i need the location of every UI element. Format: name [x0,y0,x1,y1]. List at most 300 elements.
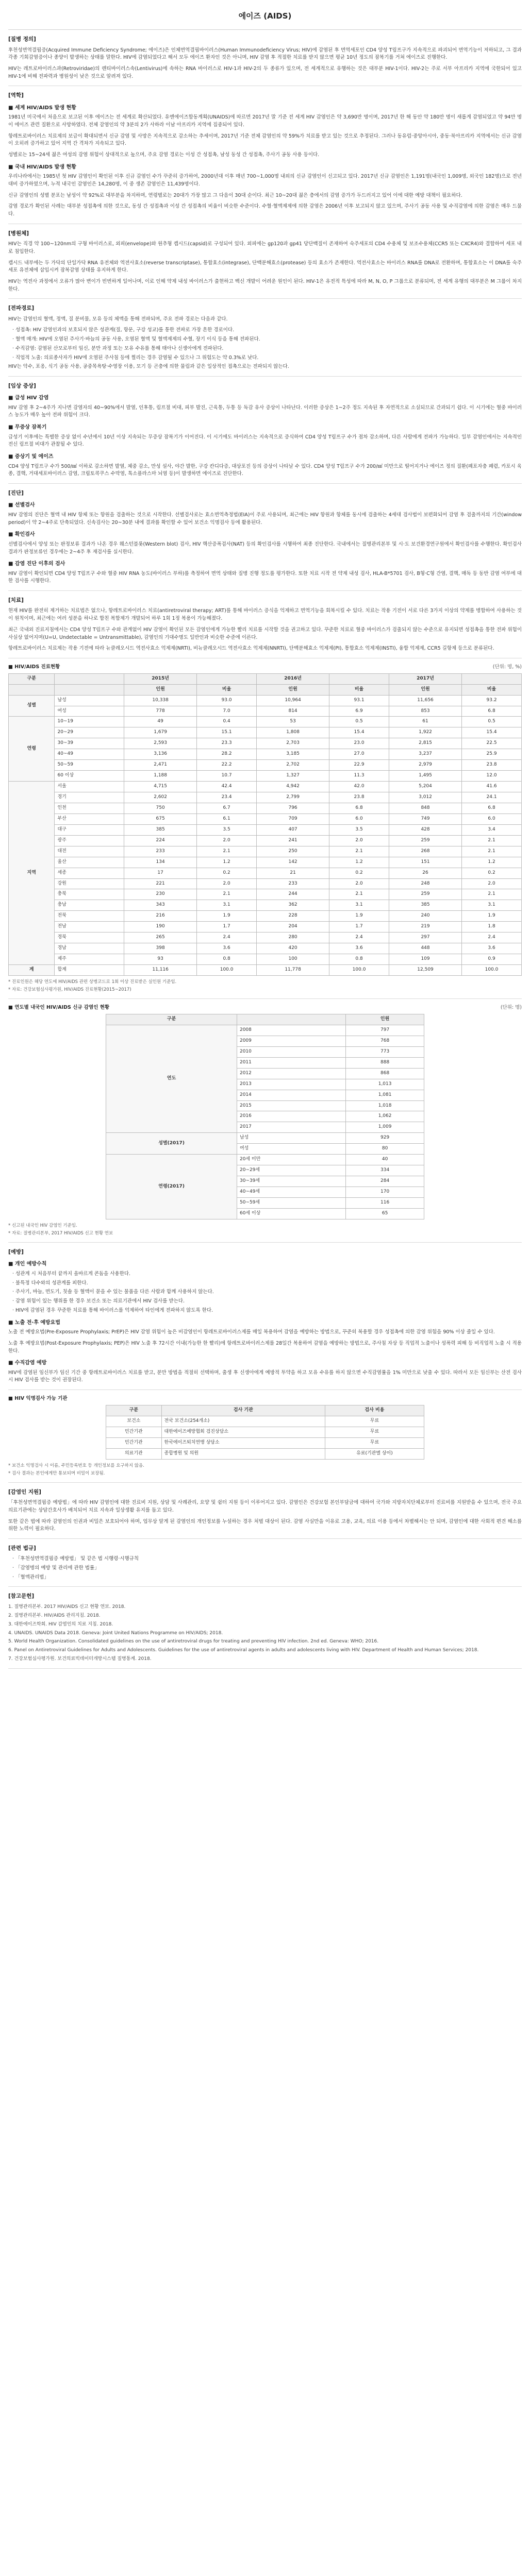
table-cell: 대한에이즈예방협회 검진상담소 [161,1427,325,1437]
data-table [8,673,522,976]
section-bullet: · 직업적 노출: 의료종사자가 HIV에 오염된 주사침 등에 찔리는 경우 감염될 수 있으나 그 위험도는 약 0.3%로 낮다. [12,354,259,361]
table-row [106,1416,424,1427]
section-divider [8,1538,522,1539]
table-cell: 1,808 [257,727,329,738]
table-row [9,954,522,965]
table-note: * 보건소 익명검사 시 이름, 주민등록번호 등 개인정보를 요구하지 않음. [8,1463,144,1468]
subsection-paragraph: 노출 전 예방요법(Pre-Exposure Prophylaxis; PrEP)은 HIV 감염 위험이 높은 비감염인이 항레트로바이러스제를 매일 복용하여 감염을 예방하는 방법으로, 꾸준히 복용할 경우 성접촉에 의한 감염 위험을 90% 이상 줄일 수 있다. [8,1329,495,1335]
table-cell: 259 [389,889,462,900]
document-section [8,664,522,993]
document-content [8,35,522,1669]
table-cell: 0.2 [197,868,257,878]
table-cell: 233 [257,878,329,889]
table-cell: 2015 [237,1100,346,1111]
table-cell: 142 [257,857,329,868]
table-cell: 797 [346,1025,424,1036]
table-row [9,846,522,857]
table-cell: 343 [124,900,197,911]
table-cell: 1,327 [257,771,329,782]
table-cell: 60세 이상 [237,1208,346,1219]
table-cell: 20~29 [55,727,124,738]
table-row [9,943,522,954]
table-cell: 853 [389,706,462,717]
table-header-cell [237,1014,346,1025]
table-head [106,1405,424,1416]
table-cell: 충남 [55,900,124,911]
subsection-paragraph: HIV에 감염된 임신부가 임신 기간 중 항레트로바이러스 치료를 받고, 분만 방법을 적절히 선택하며, 출생 후 신생아에게 예방적 투약을 하고 모유 수유를 하지 않으면 수직감염률을 1% 미만으로 낮출 수 있다. 따라서 모든 임신부는 산전 검사 시 HIV 검사를 받는 것이 권장된다. [8,1369,522,1383]
section-heading: [치료] [8,597,24,604]
table-cell: 무료 [325,1427,424,1437]
table-cell: 2010 [237,1046,346,1057]
subsection-bullet: · 주사기, 바늘, 면도기, 칫솔 등 혈액이 묻을 수 있는 물품을 다른 사람과 함께 사용하지 않는다. [12,1289,214,1295]
table-cell: 60 이상 [55,771,124,782]
table-cell: 2,702 [257,760,329,771]
subsection-bullet: · 감염 위험이 있는 행위를 한 경우 보건소 또는 의료기관에서 HIV 검사를 받는다. [12,1298,185,1304]
table-cell: 1.2 [197,857,257,868]
document-section [8,229,522,294]
table-group-cell: 연도 [106,1025,237,1132]
table-cell: 100.0 [329,965,389,976]
table-cell: 3.4 [462,824,522,835]
table-cell: 93.2 [462,695,522,706]
table-cell: 42.0 [329,782,389,792]
subsection-paragraph: 1981년 미국에서 처음으로 보고된 이후 에이즈는 전 세계로 확산되었다. 유엔에이즈합동계획(UNAIDS)에 따르면 2017년 말 기준 전 세계 HIV 감염인은 약 3,690만 명이며, 2017년 한 해 동안 약 180만 명이 새롭게 감염되었고 약 94만 명이 에이즈 관련 질환으로 사망하였다. 전체 감염인의 약 3분의 2가 사하라 이남 아프리카 지역에 집중되어 있다. [8,114,522,128]
section-divider [8,590,522,591]
table-header-cell: 구분 [106,1014,237,1025]
table-cell: 134 [124,857,197,868]
table-cell: 100.0 [462,965,522,976]
reference-item: 3. 대한에이즈학회. HIV 감염인의 치료 지침. 2018. [8,1621,113,1627]
table-row [9,900,522,911]
table-cell: 0.8 [329,954,389,965]
table-cell: 219 [389,922,462,933]
table-cell: 2,799 [257,792,329,803]
table-cell: 의료기관 [106,1448,161,1459]
table-cell: 65 [346,1208,424,1219]
subsection-title: ■ 확인검사 [8,532,35,538]
subsection-title: ■ 증상기 및 에이즈 [8,454,54,460]
table-cell: 297 [389,933,462,943]
table-cell: 248 [389,878,462,889]
table-cell: 93 [124,954,197,965]
section-divider [8,1668,522,1669]
table-cell: 40 [346,1155,424,1165]
table-row [9,771,522,782]
section-bullet: · 혈액 매개: HIV에 오염된 주사기·바늘의 공동 사용, 오염된 혈액 및 혈액제제의 수혈, 장기 이식 등을 통해 전파된다. [12,336,260,343]
table-cell: 0.2 [462,868,522,878]
table-cell: 0.5 [462,717,522,727]
table-cell: 1.9 [462,911,522,922]
table-cell: 1.9 [329,911,389,922]
table-cell: 여성 [237,1144,346,1155]
table-row [106,1427,424,1437]
section-paragraph: 후천성면역결핍증(Acquired Immune Deficiency Syndrome; 에이즈)은 인체면역결핍바이러스(Human Immunodeficiency Virus; HIV)에 감염된 후 면역세포인 CD4 양성 T림프구가 지속적으로 파괴되어 면역기능이 저하되고, 그 결과 각종 기회감염증이나 종양이 발생하는 상태를 말한다. HIV에 감염되었다고 해서 모두 에이즈 환자인 것은 아니며, HIV 감염 후 적절한 치료를 받지 않으면 평균 10년 정도의 잠복기를 거쳐 에이즈로 진행한다. [8,47,522,61]
table-cell: 428 [389,824,462,835]
table-cell: 대전 [55,846,124,857]
table-cell: 20세 미만 [237,1155,346,1165]
table-row [9,738,522,749]
table-cell: 광주 [55,835,124,846]
table-cell: 233 [124,846,197,857]
section-bullet: · 수직감염: 감염된 산모로부터 임신, 분만 과정 또는 모유 수유를 통해 태아나 신생아에게 전파된다. [12,345,224,351]
subsection-title: ■ 무증상 잠복기 [8,425,47,431]
table-header-row [106,1014,424,1025]
reference-item: 2. 질병관리본부. HIV/AIDS 관리지침. 2018. [8,1613,101,1618]
table-subheader-cell: 인원 [124,684,197,695]
table-cell: 7.0 [197,706,257,717]
table-cell: 80 [346,1144,424,1155]
table-row [9,889,522,900]
table-row [9,868,522,878]
table-cell: 남성 [237,1133,346,1144]
table-row [9,878,522,889]
table-cell: 190 [124,922,197,933]
table-cell: 3.1 [462,900,522,911]
table-cell: 0.5 [329,717,389,727]
reference-item: 4. UNAIDS. UNAIDS Data 2018. Geneva: Joint United Nations Programme on HIV/AIDS; 2018. [8,1630,223,1636]
table-cell: 3.1 [197,900,257,911]
table-row [9,965,522,976]
table-row [9,803,522,814]
table-cell: 27.0 [329,749,389,760]
table-row [9,835,522,846]
table-note: * 신고된 내국인 HIV 감염인 기준임. [8,1223,77,1228]
table-cell: 3.5 [329,824,389,835]
section-paragraph: HIV는 감염인의 혈액, 정액, 질 분비물, 모유 등의 체액을 통해 전파되며, 주요 전파 경로는 다음과 같다. [8,316,228,322]
table-cell: 50~59 [55,760,124,771]
table-cell: 265 [124,933,197,943]
table-header-cell: 2015년 [124,673,197,684]
section-divider [8,1389,522,1390]
table-cell: 2.1 [462,846,522,857]
reference-item: 1. 질병관리본부. 2017 HIV/AIDS 신고 현황 연보. 2018. [8,1604,126,1609]
table-cell: 2013 [237,1079,346,1090]
reference-item: 5. World Health Organization. Consolidated guidelines on the use of antiretroviral drugs for treating and preventing HIV infection. 2nd ed. Geneva: WHO; 2016. [8,1639,379,1645]
table-cell: 12,509 [389,965,462,976]
table-cell: 경기 [55,792,124,803]
table-cell: 0.2 [329,868,389,878]
table-cell: 100 [257,954,329,965]
table-cell: 2008 [237,1025,346,1036]
table-cell: 23.3 [197,738,257,749]
table-cell: 2,593 [124,738,197,749]
table-cell: 6.0 [329,814,389,824]
table-cell: 814 [257,706,329,717]
table-cell: 2.1 [462,889,522,900]
document-section [8,596,522,653]
document-section [8,1544,522,1581]
table-cell: 50~59세 [237,1197,346,1208]
table-cell: 398 [124,943,197,954]
table-cell: 30~39세 [237,1176,346,1187]
table-subheader-cell: 비율 [329,684,389,695]
document-section [8,91,522,218]
table-cell: 109 [389,954,462,965]
table-cell: 10,338 [124,695,197,706]
table-cell: 2.0 [462,878,522,889]
subsection-paragraph: 신규 감염인의 성별 분포는 남성이 약 92%로 대부분을 차지하며, 연령별로는 20대가 가장 많고 그 다음이 30대 순이다. 최근 10~20대 젊은 층에서의 감염 증가가 두드러지고 있어 이에 대한 예방 대책이 필요하다. [8,192,462,198]
table-cell: 1.8 [462,922,522,933]
table-cell: 6.8 [329,803,389,814]
table-block [8,664,522,993]
subsection-title: ■ 개인 예방수칙 [8,1261,47,1267]
table-cell: 6.8 [462,803,522,814]
table-note: * 진료인원은 해당 연도에 HIV/AIDS 관련 상병코드로 1회 이상 진료받은 실인원 기준임. [8,979,177,985]
table-cell: 1,495 [389,771,462,782]
table-row [9,695,522,706]
table-header-cell: 인원 [346,1014,424,1025]
table-cell: 1,018 [346,1100,424,1111]
table-header-cell [197,673,257,684]
table-cell: 40~49세 [237,1187,346,1198]
table-unit: (단위: 명, %) [492,664,522,670]
table-cell: 무료 [325,1437,424,1448]
table-cell: 216 [124,911,197,922]
table-title-text: ■ HIV/AIDS 진료현황 [8,664,60,670]
section-bullet: · 「혈액관리법」 [12,1574,49,1580]
table-cell: 407 [257,824,329,835]
table-cell: 무료 [325,1416,424,1427]
subsection-bullet: · HIV에 감염된 경우 꾸준한 치료를 통해 바이러스를 억제하여 타인에게 전파하지 않도록 한다. [12,1307,213,1313]
section-divider [8,1586,522,1587]
table-cell: 23.4 [197,792,257,803]
section-paragraph: HIV는 역전사 과정에서 오류가 많아 변이가 빈번하게 일어나며, 이로 인해 약제 내성 바이러스가 출현하고 백신 개발이 어려운 원인이 된다. HIV-1은 유전적 특성에 따라 M, N, O, P 그룹으로 분류되며, 전 세계 유행의 대부분은 M 그룹이 차지한다. [8,278,522,292]
table-cell: 10,964 [257,695,329,706]
subsection-paragraph: 우리나라에서는 1985년 첫 HIV 감염인이 확인된 이후 신규 감염인 수가 꾸준히 증가하여, 2000년대 이후 매년 700~1,000명 내외의 신규 감염인이 신고되고 있다. 2017년 신규 감염인은 1,191명(내국인 1,009명, 외국인 182명)으로 전년 대비 증가하였으며, 누적 내국인 감염인은 14,280명, 이 중 생존 감염인은 11,439명이다. [8,174,522,187]
table-header-cell: 구분 [106,1405,161,1416]
table-row [9,727,522,738]
table-title [8,1004,522,1012]
table-subheader-cell: 비율 [197,684,257,695]
table-cell: 2.0 [197,878,257,889]
table-row [9,749,522,760]
table-cell: 2.0 [329,878,389,889]
table-cell: 228 [257,911,329,922]
table-subheader-cell [55,684,124,695]
table-cell: 230 [124,889,197,900]
table-header-cell [329,673,389,684]
table-cell: 강원 [55,878,124,889]
table-cell: 11,656 [389,695,462,706]
table-cell: 204 [257,922,329,933]
table-note: * 자료: 질병관리본부, 2017 HIV/AIDS 신고 현황 연보 [8,1231,113,1236]
table-cell: 1,922 [389,727,462,738]
section-paragraph: 또한 같은 법에 따라 감염인의 인권과 비밀은 보호되어야 하며, 업무상 알게 된 감염인의 개인정보를 누설하는 경우 처벌 대상이 된다. 감염 사실만을 이유로 고용, 교육, 의료 이용 등에서 차별해서는 안 되며, 감염인에 대한 사회적 편견 해소를 위한 노력이 필요하다. [8,1518,522,1532]
section-divider [8,483,522,484]
subsection-title: ■ 감염 진단 이후의 검사 [8,561,65,567]
document-section [8,1488,522,1533]
table-cell: 6.1 [197,814,257,824]
section-heading: [전파경로] [8,305,35,312]
table-header-cell: 검사 기관 [161,1405,325,1416]
table-cell: 3,012 [389,792,462,803]
table-cell: 0.8 [197,954,257,965]
table-cell: 848 [389,803,462,814]
table-cell: 11,116 [124,965,197,976]
section-heading: [임상 증상] [8,383,36,389]
table-cell: 6.7 [197,803,257,814]
section-paragraph: 「후천성면역결핍증 예방법」에 따라 HIV 감염인에 대한 진료비 지원, 상담 및 사례관리, 요양 및 쉼터 지원 등이 이루어지고 있다. 감염인은 건강보험 본인부담금에 대하여 국가와 지방자치단체로부터 진료비를 지원받을 수 있으며, 전국 주요 의료기관에는 상담간호사가 배치되어 치료 지속과 일상생활 유지를 돕고 있다. [8,1500,522,1513]
table-cell: 민간기관 [106,1437,161,1448]
table-cell: 868 [346,1068,424,1079]
table-cell: 15.4 [462,727,522,738]
table-cell: 세종 [55,868,124,878]
section-divider [8,998,522,999]
table-cell: 749 [389,814,462,824]
table-cell: 2017 [237,1122,346,1133]
section-paragraph: HIV는 악수, 포옹, 식기 공동 사용, 공중목욕탕·수영장 이용, 모기 등 곤충에 의한 물림과 같은 일상적인 접촉으로는 전파되지 않는다. [8,364,289,370]
table-cell: 3.6 [329,943,389,954]
data-table [106,1405,424,1460]
table-header-cell [462,673,522,684]
table-cell: 2012 [237,1068,346,1079]
table-cell: 전북 [55,911,124,922]
table-note: * 검사 결과는 본인에게만 통보되며 비밀이 보장됨. [8,1470,105,1476]
table-cell: 93.0 [197,695,257,706]
table-cell: 11,778 [257,965,329,976]
table-block [8,1004,522,1237]
table-cell: 여성 [55,706,124,717]
table-body [9,695,522,975]
table-header-row [9,673,522,684]
table-cell: 부산 [55,814,124,824]
table-cell: 2016 [237,1111,346,1122]
table-cell: 2,602 [124,792,197,803]
table-title [8,1395,522,1403]
table-cell: 2,703 [257,738,329,749]
table-cell: 2.1 [329,846,389,857]
section-heading: [관련 법규] [8,1545,36,1552]
document-section [8,304,522,371]
table-cell: 1.7 [197,922,257,933]
section-paragraph: 현재 HIV를 완전히 제거하는 치료법은 없으나, 항레트로바이러스 치료(antiretroviral therapy; ART)를 통해 바이러스 증식을 억제하고 면역기능을 회복시킬 수 있다. 치료는 작용 기전이 서로 다른 3가지 이상의 약제를 병합하여 사용하는 것이 원칙이며, 최근에는 여러 성분을 하나로 합친 복합제가 개발되어 하루 1회 1정 복용이 가능해졌다. [8,608,522,622]
table-cell: 2.1 [329,889,389,900]
table-cell: 1.7 [329,922,389,933]
table-cell: 768 [346,1036,424,1046]
table-head [9,673,522,695]
table-cell: 2,815 [389,738,462,749]
table-cell: 334 [346,1165,424,1176]
section-paragraph: 항레트로바이러스 치료제는 작용 기전에 따라 뉴클레오시드 역전사효소 억제제(NRTI), 비뉴클레오시드 역전사효소 억제제(NNRTI), 단백분해효소 억제제(PI), 통합효소 억제제(INSTI), 융합 억제제, CCR5 길항제 등으로 분류된다. [8,646,494,652]
table-cell: 23.8 [329,792,389,803]
table-cell: 2009 [237,1036,346,1046]
subsection-title: ■ 노출 전·후 예방요법 [8,1319,60,1326]
subsection-paragraph: HIV 감염이 확인되면 CD4 양성 T림프구 수와 혈중 HIV RNA 농도(바이러스 부하)를 측정하여 면역 상태와 질병 진행 정도를 평가한다. 또한 치료 시작 전 약제 내성 검사, HLA-B*5701 검사, B형·C형 간염, 결핵, 매독 등 동반 감염 여부에 대한 검사를 시행한다. [8,570,522,584]
table-cell: 2014 [237,1090,346,1100]
table-group-cell: 연령(2017) [106,1155,237,1219]
subsection-paragraph: 노출 후 예방요법(Post-Exposure Prophylaxis; PEP)은 HIV 노출 후 72시간 이내(가능한 한 빨리)에 항레트로바이러스제를 28일간 복용하여 감염을 예방하는 방법으로, 주사침 자상 등 직업적 노출이나 성폭력 피해 등 비직업적 노출 시 적용한다. [8,1340,522,1354]
table-cell: 2,471 [124,760,197,771]
table-cell: 221 [124,878,197,889]
table-cell: 284 [346,1176,424,1187]
table-cell: 2.1 [197,846,257,857]
table-cell: 17 [124,868,197,878]
table-row [9,857,522,868]
table-cell: 5,204 [389,782,462,792]
section-paragraph: 캡시드 내부에는 두 가닥의 단일가닥 RNA 유전체와 역전사효소(reverse transcriptase), 통합효소(integrase), 단백분해효소(protease) 등의 효소가 존재한다. 역전사효소는 바이러스 RNA를 DNA로 전환하며, 통합효소는 이 DNA를 숙주세포 유전체에 삽입시켜 잠복감염 상태를 유지하게 한다. [8,260,522,274]
table-cell: 259 [389,835,462,846]
table-row [9,824,522,835]
section-heading: [역학] [8,92,24,99]
table-cell: 675 [124,814,197,824]
subsection-bullet: · 성관계 시 처음부터 끝까지 올바르게 콘돔을 사용한다. [12,1270,131,1277]
table-cell: 6.9 [329,706,389,717]
subsection-paragraph: HIV 감염 후 2~4주가 지나면 감염자의 40~90%에서 발열, 인후통, 림프절 비대, 피부 발진, 근육통, 두통 등 독감 유사 증상이 나타난다. 이러한 증상은 1~2주 정도 지속된 후 자연적으로 소실되므로 간과되기 쉽다. 이 시기에는 혈중 바이러스 농도가 매우 높아 전파 위험이 크다. [8,404,522,418]
section-bullet: · 「후천성면역결핍증 예방법」 및 같은 법 시행령·시행규칙 [12,1556,139,1562]
table-subheader-cell: 비율 [462,684,522,695]
table-row [9,782,522,792]
table-group-cell: 계 [9,965,55,976]
table-cell: 888 [346,1057,424,1068]
table-cell: 10~19 [55,717,124,727]
section-divider [8,1482,522,1483]
table-cell: 1,009 [346,1122,424,1133]
table-cell: 2.0 [197,835,257,846]
table-subheader-row [9,684,522,695]
table-row [106,1437,424,1448]
subsection-title: ■ 수직감염 예방 [8,1360,47,1366]
subsection-title: ■ 급성 HIV 감염 [8,395,49,401]
table-cell: 20~29세 [237,1165,346,1176]
table-cell: 21 [257,868,329,878]
table-cell: 3,237 [389,749,462,760]
table-cell: 2,979 [389,760,462,771]
subsection-paragraph: HIV 감염의 진단은 혈액 내 HIV 항체 또는 항원을 검출하는 것으로 시작한다. 선별검사로는 효소면역측정법(EIA)이 주로 사용되며, 최근에는 HIV 항원과 항체를 동시에 검출하는 4세대 검사법이 보편화되어 감염 후 검출까지의 기간(window period)이 약 2~4주로 단축되었다. 신속검사는 20~30분 내에 결과를 확인할 수 있어 보건소 익명검사 등에 활용된다. [8,512,522,526]
table-cell: 2011 [237,1057,346,1068]
table-group-cell: 성별(2017) [106,1133,237,1155]
section-heading: [진단] [8,490,24,497]
section-paragraph: HIV는 직경 약 100~120nm의 구형 바이러스로, 외피(envelope)와 원추형 캡시드(capsid)로 구성되어 있다. 외피에는 gp120과 gp41 당단백질이 존재하여 숙주세포의 CD4 수용체 및 보조수용체(CCR5 또는 CXCR4)와 결합하여 세포 내로 침입한다. [8,241,522,255]
table-title-text: ■ HIV 익명검사 가능 기관 [8,1396,68,1402]
table-cell: 224 [124,835,197,846]
data-table [106,1014,424,1219]
table-title [8,664,522,671]
table-cell: 42.4 [197,782,257,792]
table-cell: 3.5 [197,824,257,835]
table-cell: 22.9 [329,760,389,771]
table-cell: 151 [389,857,462,868]
table-cell: 2.4 [197,933,257,943]
table-row [9,814,522,824]
table-subheader-cell: 인원 [389,684,462,695]
table-cell: 23.0 [329,738,389,749]
table-cell: 3,136 [124,749,197,760]
table-cell: 15.4 [329,727,389,738]
table-cell: 2.1 [462,835,522,846]
table-cell: 778 [124,706,197,717]
table-group-cell: 연령 [9,717,55,782]
document-section [8,382,522,478]
document-title: 에이즈 (AIDS) [8,7,522,30]
section-heading: [감염인 지원] [8,1488,41,1495]
table-cell: 울산 [55,857,124,868]
table-cell: 종합병원 및 의원 [161,1448,325,1459]
subsection-paragraph: 선별검사에서 양성 또는 판정보류 결과가 나온 경우 웨스턴블롯(Western blot) 검사, HIV 핵산증폭검사(NAT) 등의 확인검사를 시행하여 최종 진단한다. 국내에서는 질병관리본부 및 시·도 보건환경연구원에서 확인검사를 수행한다. 확인검사 결과가 판정보류인 경우에는 2~4주 후 재검사를 실시한다. [8,541,522,555]
document-section [8,1395,522,1477]
table-title-text: ■ 연도별 내국인 HIV/AIDS 신규 감염인 현황 [8,1005,110,1011]
table-cell: 24.1 [462,792,522,803]
document-section [8,1248,522,1384]
table-row [106,1133,424,1144]
section-divider [8,376,522,377]
table-group-cell: 지역 [9,782,55,965]
table-cell: 116 [346,1197,424,1208]
table-block [8,1395,522,1477]
subsection-title: ■ 세계 HIV/AIDS 발생 현황 [8,105,76,111]
reference-item: 7. 건강보험심사평가원. 보건의료빅데이터개방시스템 질병통계. 2018. [8,1656,152,1662]
subsection-title: ■ 국내 HIV/AIDS 발생 현황 [8,164,76,170]
table-cell: 1,188 [124,771,197,782]
